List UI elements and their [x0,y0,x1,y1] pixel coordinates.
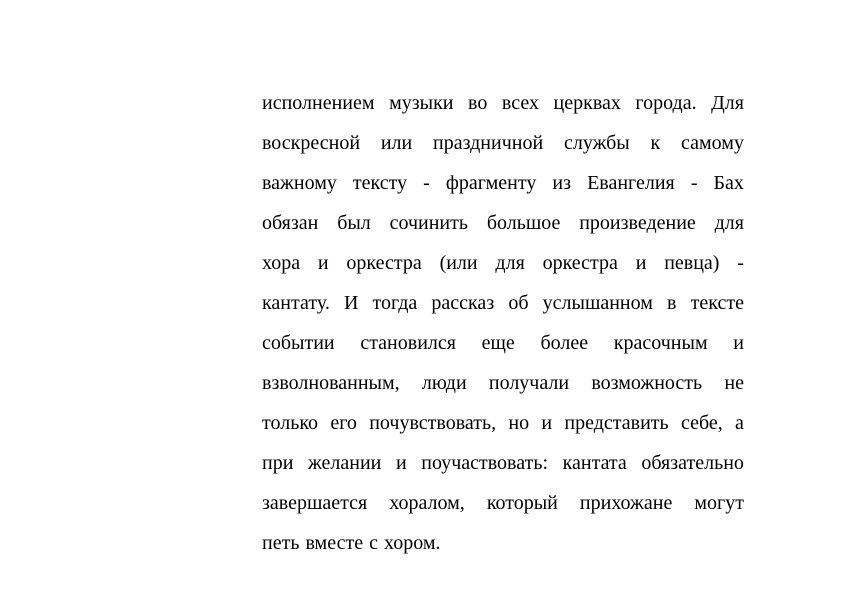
word: оркестра [542,252,618,274]
word: - [690,172,698,194]
word: произведение [579,212,696,234]
text-line-last [262,523,744,563]
word: большое [486,212,561,234]
word: и [541,412,553,434]
word: - [737,252,744,274]
word: его [330,412,357,434]
word: во [468,92,488,114]
word: кантату. [262,292,330,314]
word: услышанном [542,292,653,314]
body-text [262,83,744,563]
word: - [423,172,430,194]
word: хора [262,252,301,274]
text-line [262,483,744,523]
word: прихожане [579,492,673,514]
text-line [262,83,744,123]
word: хоралом, [389,492,465,514]
word: становился [360,332,456,354]
word: желании [307,452,382,474]
text-line [262,243,744,283]
word: обязательно [641,452,744,474]
word: получали [488,372,570,394]
word: взволнованным, [262,372,400,394]
word: сочинить [389,212,468,234]
word: из [552,172,572,194]
word: для [495,252,525,274]
word: люди [421,372,467,394]
word: только [262,412,319,434]
word: почувствовать, [369,412,497,434]
word: об [508,292,529,314]
word: который [486,492,558,514]
word: Бах [713,172,744,194]
word: при [262,452,294,474]
word: исполнением [262,92,375,114]
word: всех [501,92,539,114]
word: но [508,412,530,434]
word: обязан [262,212,319,234]
word: для [714,212,744,234]
word: кантата [562,452,627,474]
word: тексте [690,292,744,314]
text-line [262,403,744,443]
word: тогда [372,292,418,314]
text-line [262,323,744,363]
word: поучаствовать: [421,452,549,474]
word: и [635,252,647,274]
text-line [262,363,744,403]
word: Для [711,92,744,114]
word: певца) [664,252,720,274]
word: не [724,372,744,394]
word: оркестра [346,252,422,274]
word: красочным [613,332,708,354]
word: тексту [352,172,408,194]
word: более [540,332,589,354]
word: завершается [262,492,368,514]
text-line [262,443,744,483]
word: рассказ [431,292,495,314]
word: хором. [383,532,441,554]
word: самому [681,132,744,154]
text-line [262,203,744,243]
word: с [369,532,378,554]
word: представить [564,412,669,434]
word: церквах [553,92,621,114]
word: к [650,132,661,154]
word: и [395,452,407,474]
word: возможность [591,372,703,394]
word: событии [262,332,335,354]
word: был [337,212,371,234]
text-line [262,123,744,163]
word: музыки [389,92,454,114]
word: города. [635,92,697,114]
word: вместе [305,532,364,554]
word: а [735,412,744,434]
word: петь [262,532,300,554]
word: и [317,252,329,274]
word: И [343,292,359,314]
word: или [380,132,413,154]
word: Евангелия [587,172,675,194]
word: службы [563,132,630,154]
word: фрагменту [445,172,537,194]
word: в [667,292,677,314]
word: еще [481,332,515,354]
word: важному [262,172,337,194]
word: себе, [680,412,723,434]
word: (или [439,252,478,274]
text-line [262,163,744,203]
word: и [733,332,744,354]
word: праздничной [433,132,544,154]
word: воскресной [262,132,361,154]
text-line [262,283,744,323]
word: могут [694,492,744,514]
